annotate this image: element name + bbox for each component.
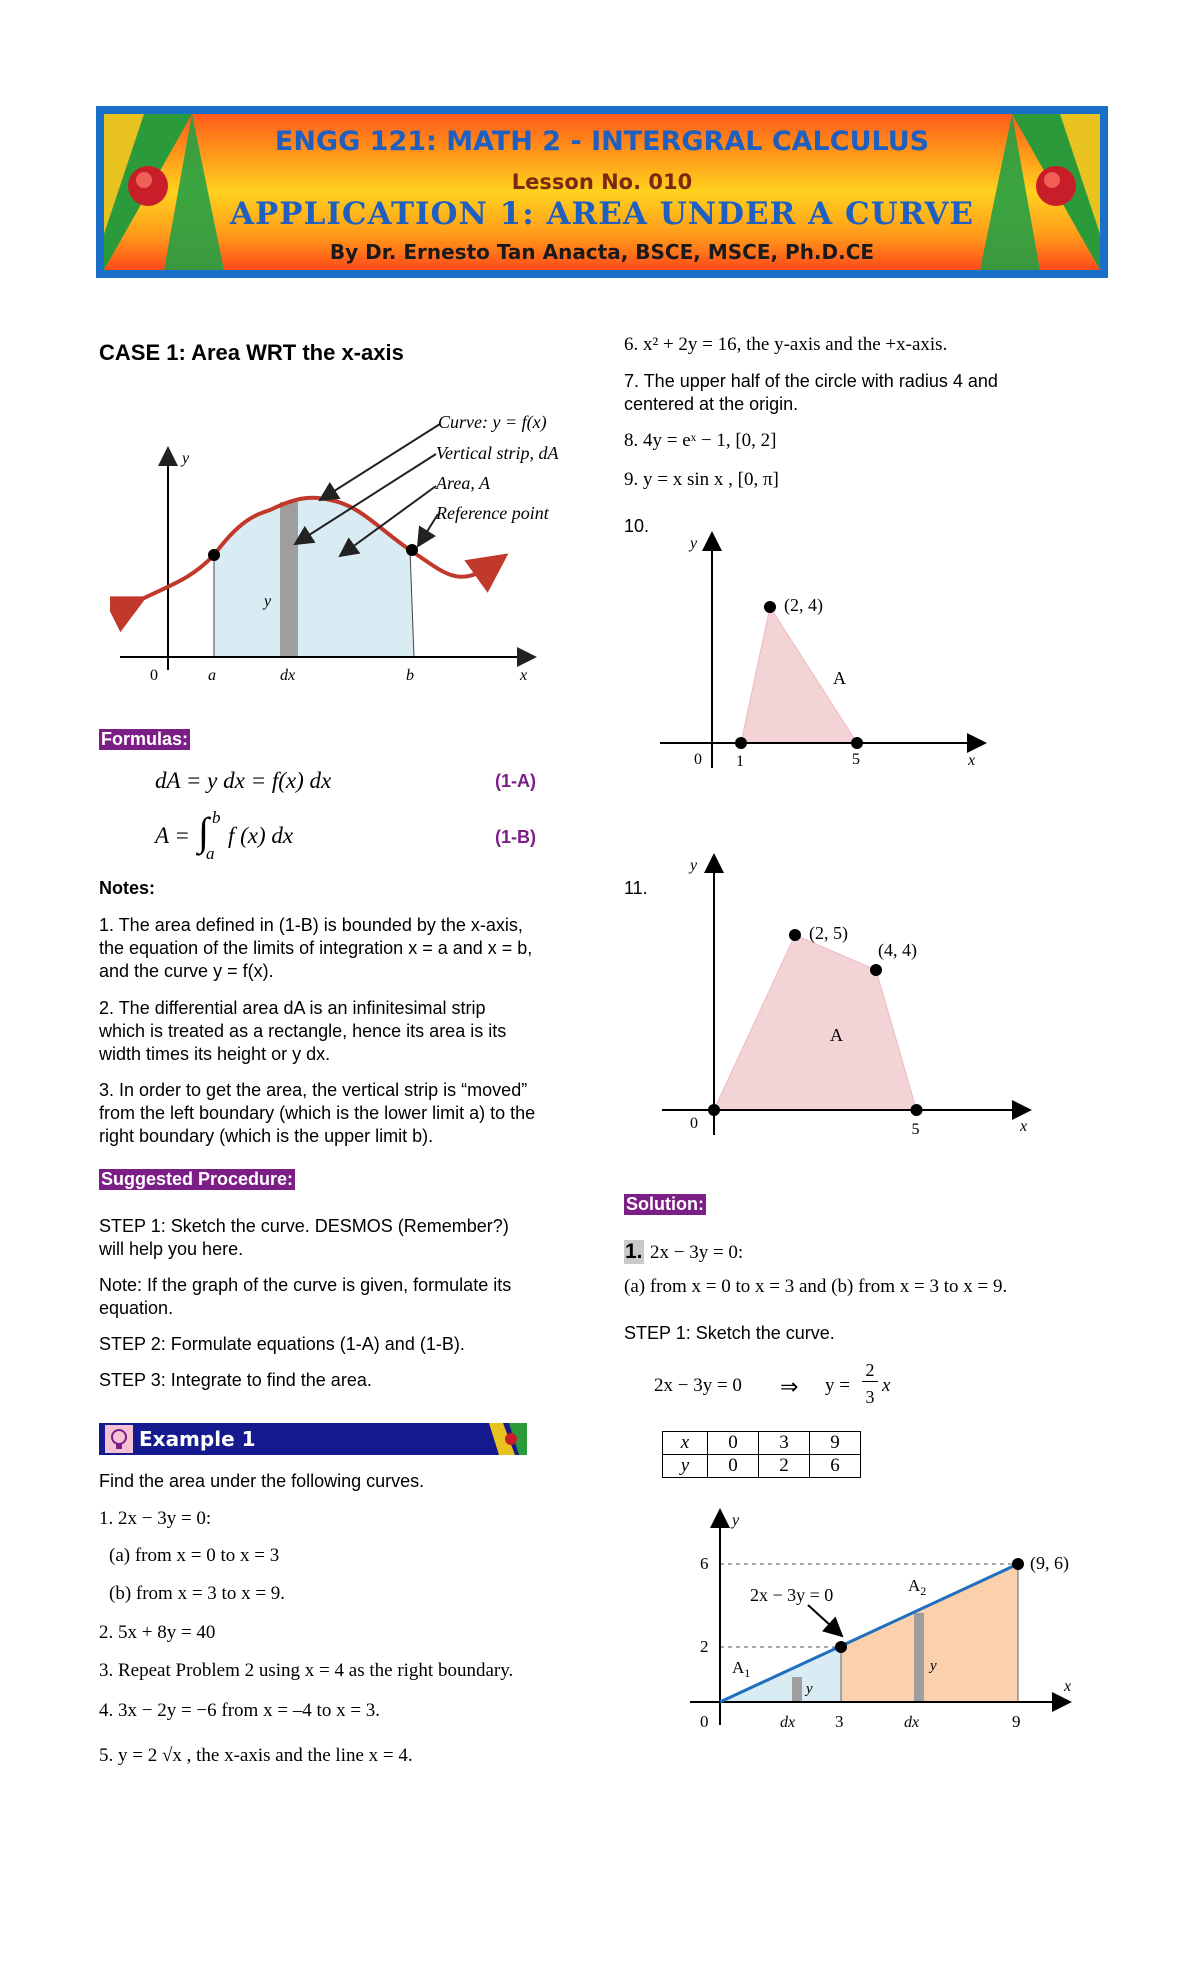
table-cell: 2 bbox=[759, 1455, 810, 1478]
strip-a2 bbox=[914, 1613, 924, 1702]
example-intro: Find the area under the following curves. bbox=[99, 1471, 425, 1491]
example-bar bbox=[99, 1423, 527, 1455]
graph10-y-label: y bbox=[690, 535, 698, 552]
graph-point bbox=[911, 1104, 923, 1116]
graph11-origin: 0 bbox=[690, 1115, 698, 1132]
graph-point bbox=[764, 601, 776, 613]
problem-1b: (b) from x = 3 to x = 9. bbox=[109, 1583, 286, 1604]
b-label: b bbox=[406, 667, 414, 684]
table-cell: 0 bbox=[708, 1432, 759, 1455]
y-axis-label: y bbox=[182, 450, 190, 467]
formulas-tag: Formulas: bbox=[101, 729, 189, 749]
problem-2: 2. 5x + 8y = 40 bbox=[99, 1622, 216, 1643]
note-2-line-1: 2. The differential area dA is an infinitesimal strip bbox=[99, 998, 486, 1018]
graph11-area-label: A bbox=[830, 1025, 843, 1045]
table-cell: 6 bbox=[810, 1455, 861, 1478]
example-title: Example 1 bbox=[139, 1427, 256, 1451]
table-cell: 9 bbox=[810, 1432, 861, 1455]
problem-3: 3. Repeat Problem 2 using x = 4 as the right boundary. bbox=[99, 1660, 514, 1681]
problem-8: 8. 4y = eˣ − 1, [0, 2] bbox=[624, 430, 777, 451]
dx1-label: dx bbox=[780, 1714, 796, 1731]
dx-label: dx bbox=[280, 667, 296, 684]
author-line: By Dr. Ernesto Tan Anacta, BSCE, MSCE, Ph.D.CE bbox=[329, 240, 875, 264]
y2-label: y bbox=[930, 1658, 937, 1674]
table-y-header: y bbox=[663, 1455, 708, 1478]
solution-step-1: STEP 1: Sketch the curve. bbox=[624, 1323, 835, 1343]
strip-a1 bbox=[792, 1677, 802, 1702]
graph-point bbox=[735, 737, 747, 749]
solution-tag: Solution: bbox=[626, 1194, 704, 1214]
x-tick-3: 3 bbox=[835, 1712, 844, 1731]
graph10-area-label: A bbox=[833, 668, 846, 688]
point-a bbox=[208, 549, 220, 561]
eq-right-lhs: y = bbox=[825, 1375, 850, 1396]
graph10-tick-5: 5 bbox=[852, 751, 860, 768]
procedure-note bbox=[99, 1274, 511, 1320]
point-9-6-label: (9, 6) bbox=[1030, 1553, 1069, 1573]
a-label: a bbox=[208, 667, 216, 684]
formula-1b-rhs: f (x) dx bbox=[228, 823, 294, 848]
table-cell: 3 bbox=[759, 1432, 810, 1455]
line-equation-label: 2x − 3y = 0 bbox=[750, 1585, 834, 1605]
problem-4: 4. 3x − 2y = −6 from x = –4 to x = 3. bbox=[99, 1700, 381, 1721]
procedure-step-2: STEP 2: Formulate equations (1-A) and (1-B). bbox=[99, 1334, 465, 1354]
solution-x-label: x bbox=[1064, 1678, 1072, 1695]
problem-7-line-1: 7. The upper half of the circle with radius 4 and bbox=[624, 371, 998, 391]
a2-label: $A_2$ bbox=[908, 1576, 927, 1598]
graph10-tick-1: 1 bbox=[736, 753, 744, 770]
a1-label: $A_1$ bbox=[732, 1658, 751, 1680]
integral-upper: b bbox=[212, 808, 221, 827]
graph-point bbox=[851, 737, 863, 749]
x-axis-label: x bbox=[520, 667, 528, 684]
note-2 bbox=[99, 997, 506, 1066]
note-line-1: Note: If the graph of the curve is given, formulate its bbox=[99, 1275, 512, 1295]
note-1-line-2: the equation of the limits of integration x = a and x = b, bbox=[99, 938, 533, 958]
point-9-6 bbox=[1012, 1558, 1024, 1570]
reference-point bbox=[406, 544, 418, 556]
solution-y-label: y bbox=[732, 1512, 740, 1529]
procedure-step-3: STEP 3: Integrate to find the area. bbox=[99, 1370, 372, 1390]
values-table bbox=[662, 1431, 861, 1478]
strip-label: Vertical strip, dA bbox=[436, 443, 559, 463]
graph11-point2-label: (4, 4) bbox=[878, 940, 917, 960]
course-title: ENGG 121: MATH 2 - INTERGRAL CALCULUS bbox=[274, 126, 930, 157]
problem-7 bbox=[624, 370, 998, 416]
banner-inner bbox=[104, 114, 1100, 270]
ref-pointer bbox=[418, 514, 438, 546]
note-line-2: equation. bbox=[99, 1298, 174, 1318]
problem-10-number: 10. bbox=[624, 516, 650, 536]
graph-point bbox=[870, 964, 882, 976]
lesson-title: APPLICATION 1: AREA UNDER A CURVE bbox=[229, 196, 975, 232]
problem-7-line-2: centered at the origin. bbox=[624, 394, 799, 414]
note-1 bbox=[99, 914, 532, 983]
table-row bbox=[663, 1432, 861, 1455]
table-x-header: x bbox=[663, 1432, 708, 1455]
solution-equation: 2x − 3y = 0: bbox=[650, 1242, 744, 1263]
table-row bbox=[663, 1455, 861, 1478]
graph10-origin: 0 bbox=[694, 751, 702, 768]
note-3 bbox=[99, 1079, 535, 1148]
lesson-number: Lesson No. 010 bbox=[511, 170, 693, 194]
vertical-strip bbox=[280, 502, 298, 657]
problem-5: 5. y = 2 √x , the x-axis and the line x = 4. bbox=[99, 1745, 413, 1766]
note-3-line-3: right boundary (which is the upper limit b). bbox=[99, 1126, 434, 1146]
solution-graph bbox=[680, 1505, 1100, 1745]
graph-point bbox=[708, 1104, 720, 1116]
graph10-peak-label: (2, 4) bbox=[784, 595, 823, 615]
note-3-line-2: from the left boundary (which is the lower limit a) to the bbox=[99, 1103, 536, 1123]
x-tick-9: 9 bbox=[1012, 1712, 1021, 1731]
x-tick-0: 0 bbox=[700, 1712, 709, 1731]
implies-arrow-icon: ⇒ bbox=[780, 1374, 799, 1399]
step-1-line-1: STEP 1: Sketch the curve. DESMOS (Remember?) bbox=[99, 1216, 509, 1236]
curve-label: Curve: y = f(x) bbox=[438, 412, 547, 432]
procedure-step-1 bbox=[99, 1215, 509, 1261]
table-cell: 0 bbox=[708, 1455, 759, 1478]
solution-parts: (a) from x = 0 to x = 3 and (b) from x = 3 to x = 9. bbox=[624, 1276, 1008, 1297]
note-1-line-3: and the curve y = f(x). bbox=[99, 961, 274, 981]
graph11-area bbox=[714, 935, 917, 1110]
eq-right-x: x bbox=[882, 1375, 891, 1396]
problem-1: 1. 2x − 3y = 0: bbox=[99, 1508, 212, 1529]
graph-point bbox=[789, 929, 801, 941]
fraction-denominator: 3 bbox=[865, 1387, 875, 1407]
y-tick-2: 2 bbox=[700, 1637, 709, 1656]
case-heading: CASE 1: Area WRT the x-axis bbox=[99, 340, 404, 365]
procedure-tag: Suggested Procedure: bbox=[101, 1169, 294, 1189]
eq-left: 2x − 3y = 0 bbox=[654, 1375, 742, 1396]
note-3-line-1: 3. In order to get the area, the vertical strip is “moved” bbox=[99, 1080, 528, 1100]
integral-lower: a bbox=[206, 844, 215, 863]
graph11-point1-label: (2, 5) bbox=[809, 923, 848, 943]
note-1-line-1: 1. The area defined in (1-B) is bounded by the x-axis, bbox=[99, 915, 523, 935]
eq-pointer bbox=[808, 1605, 842, 1636]
note-2-line-2: which is treated as a rectangle, hence its area is its bbox=[99, 1021, 507, 1041]
graph11-x-label: x bbox=[1020, 1118, 1028, 1135]
case1-figure bbox=[110, 400, 590, 700]
problem-11-number: 11. bbox=[624, 878, 648, 898]
formula-1a: dA = y dx = f(x) dx bbox=[155, 768, 332, 793]
note-2-line-3: width times its height or y dx. bbox=[99, 1044, 331, 1064]
area-label: Area, A bbox=[436, 473, 490, 493]
formula-1b-label: (1-B) bbox=[495, 827, 536, 847]
integral-sign-icon: ∫ bbox=[198, 809, 209, 854]
problem-9: 9. y = x sin x , [0, π] bbox=[624, 469, 779, 490]
graph10-x-label: x bbox=[968, 752, 976, 769]
y1-label: y bbox=[806, 1681, 813, 1697]
problem-1a: (a) from x = 0 to x = 3 bbox=[109, 1545, 280, 1566]
fraction-numerator: 2 bbox=[862, 1360, 878, 1382]
graph11-y-label: y bbox=[690, 857, 698, 874]
y-tick-6: 6 bbox=[700, 1554, 709, 1573]
formula-1a-label: (1-A) bbox=[495, 771, 536, 791]
solution-problem-number: 1. bbox=[625, 1240, 643, 1263]
graph-10 bbox=[650, 528, 990, 788]
lightbulb-icon bbox=[105, 1425, 133, 1453]
notes-heading: Notes: bbox=[99, 878, 156, 898]
graph-11 bbox=[650, 845, 1050, 1145]
origin-label: 0 bbox=[150, 667, 158, 684]
strip-y-label: y bbox=[264, 593, 272, 610]
example-bar-decoration bbox=[489, 1423, 527, 1455]
step-1-line-2: will help you here. bbox=[99, 1239, 244, 1259]
formula-1b-lhs: A = bbox=[155, 823, 190, 848]
graph11-tick-5: 5 bbox=[911, 1121, 920, 1138]
point-3-2 bbox=[835, 1641, 847, 1653]
dx2-label: dx bbox=[904, 1714, 920, 1731]
problem-6: 6. x² + 2y = 16, the y-axis and the +x-axis. bbox=[624, 334, 948, 355]
ref-label: Reference point bbox=[436, 503, 549, 523]
title-banner bbox=[96, 106, 1108, 278]
